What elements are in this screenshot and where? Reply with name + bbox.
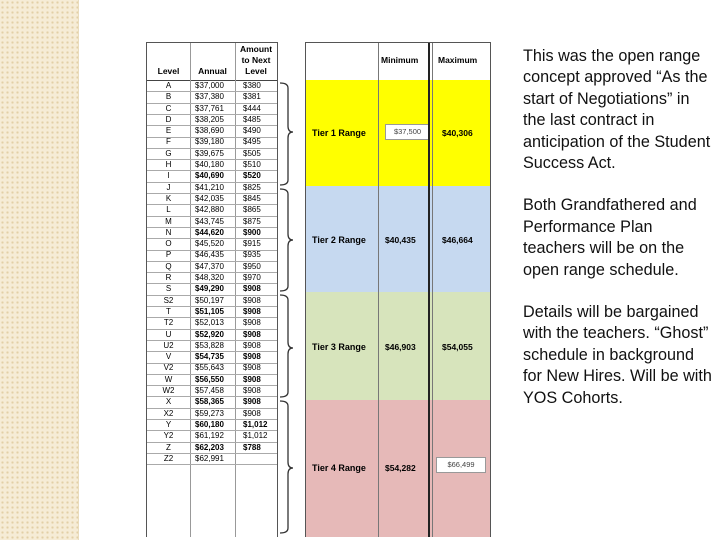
level-cell: F bbox=[166, 137, 171, 147]
tier-label: Tier 2 Range bbox=[312, 235, 366, 245]
salary-row bbox=[147, 385, 277, 396]
row-divider bbox=[147, 442, 277, 443]
amount-to-next-cell: $485 bbox=[243, 114, 261, 124]
level-header: Level bbox=[157, 66, 180, 76]
salary-row bbox=[147, 374, 277, 385]
annual-cell: $57,458 bbox=[195, 386, 224, 396]
amount-to-next-cell: $908 bbox=[243, 329, 261, 339]
note-open-range: This was the open range concept approved “As the start of Negotiations” in the last contract in anticipation of the Student Success Act. bbox=[523, 47, 711, 173]
annual-cell: $42,880 bbox=[195, 205, 224, 215]
decorative-sidebar bbox=[0, 0, 78, 540]
amount-to-next-cell: $380 bbox=[243, 81, 261, 90]
level-cell: Y bbox=[165, 419, 172, 429]
level-cell: Q bbox=[165, 261, 172, 271]
annual-cell: $58,365 bbox=[195, 397, 224, 407]
annual-cell: $53,828 bbox=[195, 340, 224, 350]
level-cell: R bbox=[165, 273, 172, 283]
level-cell: B bbox=[165, 92, 172, 102]
tier-3-maximum: $54,055 bbox=[442, 342, 473, 352]
level-cell: N bbox=[165, 227, 172, 237]
sidebar-edge bbox=[78, 0, 79, 540]
amount-to-next-cell: $444 bbox=[243, 103, 261, 113]
salary-row bbox=[147, 351, 277, 362]
amount-to-next-cell: $875 bbox=[243, 216, 261, 226]
annual-cell: $59,273 bbox=[195, 408, 224, 418]
amount-to-next-cell: $970 bbox=[243, 273, 261, 283]
row-divider bbox=[147, 430, 277, 431]
amount-to-next-cell: $1,012 bbox=[243, 419, 268, 429]
annual-cell: $62,991 bbox=[195, 453, 224, 463]
salary-row bbox=[147, 306, 277, 317]
row-divider bbox=[147, 204, 277, 205]
annual-cell: $52,920 bbox=[195, 329, 224, 339]
salary-row bbox=[147, 419, 277, 430]
tier-range-table bbox=[305, 42, 491, 537]
row-divider bbox=[147, 464, 277, 465]
salary-row bbox=[147, 125, 277, 136]
row-divider bbox=[147, 148, 277, 149]
level-cell: E bbox=[165, 126, 172, 136]
annual-cell: $61,192 bbox=[195, 431, 224, 441]
tier1-bracket bbox=[280, 83, 293, 185]
tier2-bracket bbox=[280, 189, 293, 291]
amount-to-next-cell: $381 bbox=[243, 92, 261, 102]
salary-row bbox=[147, 329, 277, 340]
annual-cell: $46,435 bbox=[195, 250, 224, 260]
salary-row bbox=[147, 216, 277, 227]
level-cell: I bbox=[167, 171, 170, 181]
salary-row bbox=[147, 91, 277, 102]
salary-row bbox=[147, 430, 277, 441]
amount-to-next-cell: $908 bbox=[243, 386, 261, 396]
row-divider bbox=[147, 306, 277, 307]
level-cell: U bbox=[165, 329, 172, 339]
row-divider bbox=[147, 159, 277, 160]
level-cell: Z bbox=[166, 442, 171, 452]
amount-to-next-cell: $865 bbox=[243, 205, 261, 215]
annual-cell: $49,290 bbox=[195, 284, 224, 294]
salary-row bbox=[147, 103, 277, 114]
row-divider bbox=[147, 385, 277, 386]
level-cell: S2 bbox=[163, 295, 174, 305]
annual-cell: $43,745 bbox=[195, 216, 224, 226]
tier-label: Tier 1 Range bbox=[312, 128, 366, 138]
salary-row bbox=[147, 295, 277, 306]
column-divider bbox=[378, 43, 379, 537]
salary-row bbox=[147, 362, 277, 373]
tier-3-minimum: $46,903 bbox=[385, 342, 416, 352]
note-details: Details will be bargained with the teachers. “Ghost” schedule in background for New Hires. Will be with YOS Cohorts. bbox=[523, 303, 712, 407]
next-header-line1: Amount bbox=[239, 44, 273, 54]
annual-cell: $41,210 bbox=[195, 182, 224, 192]
level-cell: C bbox=[165, 103, 172, 113]
annual-cell: $39,675 bbox=[195, 148, 224, 158]
salary-row bbox=[147, 340, 277, 351]
salary-row bbox=[147, 136, 277, 147]
row-divider bbox=[147, 419, 277, 420]
annual-header: Annual bbox=[198, 66, 227, 76]
tier4-bracket bbox=[280, 401, 293, 533]
column-divider bbox=[432, 43, 433, 537]
row-divider bbox=[147, 103, 277, 104]
amount-to-next-cell bbox=[235, 453, 277, 464]
tier-2-band bbox=[305, 186, 491, 292]
row-divider bbox=[147, 193, 277, 194]
amount-to-next-cell: $950 bbox=[243, 261, 261, 271]
annual-cell: $38,690 bbox=[195, 126, 224, 136]
salary-row bbox=[147, 442, 277, 453]
level-cell: P bbox=[165, 250, 172, 260]
level-cell: M bbox=[165, 216, 172, 226]
row-divider bbox=[147, 340, 277, 341]
tier-2-minimum: $40,435 bbox=[385, 235, 416, 245]
amount-to-next-cell: $908 bbox=[243, 397, 261, 407]
tier-label: Tier 3 Range bbox=[312, 342, 366, 352]
salary-row bbox=[147, 261, 277, 272]
amount-to-next-cell: $505 bbox=[243, 148, 261, 158]
salary-row bbox=[147, 182, 277, 193]
minimum-header: Minimum bbox=[381, 55, 419, 65]
level-cell: W2 bbox=[162, 386, 175, 396]
row-divider bbox=[147, 408, 277, 409]
salary-row bbox=[147, 170, 277, 181]
annual-cell: $48,320 bbox=[195, 273, 224, 283]
salary-row bbox=[147, 396, 277, 407]
annual-cell: $40,690 bbox=[195, 171, 224, 181]
salary-row bbox=[147, 317, 277, 328]
annual-cell: $37,000 bbox=[195, 81, 224, 90]
tier-2-maximum: $46,664 bbox=[442, 235, 473, 245]
row-divider bbox=[147, 170, 277, 171]
amount-to-next-cell: $495 bbox=[243, 137, 261, 147]
tier-table-header bbox=[305, 43, 491, 80]
salary-row bbox=[147, 227, 277, 238]
salary-row bbox=[147, 204, 277, 215]
level-cell: S bbox=[165, 284, 172, 294]
row-divider bbox=[147, 238, 277, 239]
row-divider bbox=[147, 295, 277, 296]
level-cell: O bbox=[165, 239, 172, 249]
notes-panel bbox=[523, 46, 715, 430]
salary-row bbox=[147, 148, 277, 159]
salary-row bbox=[147, 283, 277, 294]
tier-4-maximum: $66,499 bbox=[436, 457, 486, 473]
tier-4-band bbox=[305, 400, 491, 537]
annual-cell: $56,550 bbox=[195, 374, 224, 384]
row-divider bbox=[147, 114, 277, 115]
annual-cell: $37,380 bbox=[195, 92, 224, 102]
row-divider bbox=[147, 125, 277, 126]
row-divider bbox=[147, 374, 277, 375]
salary-row bbox=[147, 238, 277, 249]
row-divider bbox=[147, 317, 277, 318]
amount-to-next-cell: $915 bbox=[243, 239, 261, 249]
tier3-bracket bbox=[280, 295, 293, 397]
tier-brackets bbox=[278, 42, 300, 536]
amount-to-next-cell: $908 bbox=[243, 363, 261, 373]
annual-cell: $42,035 bbox=[195, 193, 224, 203]
row-divider bbox=[147, 137, 277, 138]
level-cell: D bbox=[165, 114, 172, 124]
annual-cell: $54,735 bbox=[195, 352, 224, 362]
annual-cell: $40,180 bbox=[195, 160, 224, 170]
column-divider bbox=[305, 43, 306, 537]
amount-to-next-cell: $908 bbox=[243, 352, 261, 362]
amount-to-next-cell: $935 bbox=[243, 250, 261, 260]
salary-row bbox=[147, 80, 277, 91]
amount-to-next-cell: $908 bbox=[243, 318, 261, 328]
level-cell: K bbox=[165, 193, 172, 203]
amount-to-next-cell: $908 bbox=[243, 374, 261, 384]
level-cell: V bbox=[165, 352, 172, 362]
amount-to-next-cell: $845 bbox=[243, 193, 261, 203]
annual-cell: $50,197 bbox=[195, 295, 224, 305]
level-cell: G bbox=[165, 148, 172, 158]
row-divider bbox=[147, 272, 277, 273]
amount-to-next-cell: $520 bbox=[243, 171, 261, 181]
annual-cell: $52,013 bbox=[195, 318, 224, 328]
level-cell: L bbox=[166, 205, 171, 215]
tier-3-band bbox=[305, 292, 491, 400]
next-header-line2: to Next bbox=[241, 55, 271, 65]
salary-row bbox=[147, 272, 277, 283]
annual-cell: $55,643 bbox=[195, 363, 224, 373]
salary-row bbox=[147, 408, 277, 419]
row-divider bbox=[147, 396, 277, 397]
level-cell: T2 bbox=[163, 318, 174, 328]
salary-table-header bbox=[147, 43, 277, 80]
next-header-line3: Level bbox=[245, 66, 267, 76]
annual-cell: $60,180 bbox=[195, 419, 224, 429]
level-cell: J bbox=[166, 182, 171, 192]
level-cell: Y2 bbox=[163, 431, 174, 441]
level-cell: T bbox=[166, 306, 171, 316]
level-cell: X2 bbox=[163, 408, 174, 418]
amount-to-next-cell: $510 bbox=[243, 160, 261, 170]
column-divider bbox=[490, 43, 491, 537]
level-cell: X bbox=[165, 397, 172, 407]
amount-to-next-cell: $908 bbox=[243, 340, 261, 350]
tier-label: Tier 4 Range bbox=[312, 463, 366, 473]
row-divider bbox=[147, 91, 277, 92]
note-teachers: Both Grandfathered and Performance Plan teachers will be on the open range schedule. bbox=[523, 196, 697, 279]
row-divider bbox=[147, 363, 277, 364]
amount-to-next-cell: $908 bbox=[243, 295, 261, 305]
column-divider bbox=[428, 43, 430, 537]
row-divider bbox=[147, 283, 277, 284]
amount-to-next-cell: $908 bbox=[243, 306, 261, 316]
level-cell: Z2 bbox=[163, 453, 174, 463]
salary-row bbox=[147, 249, 277, 260]
annual-cell: $44,620 bbox=[195, 227, 224, 237]
row-divider bbox=[147, 261, 277, 262]
tier-4-minimum: $54,282 bbox=[385, 463, 416, 473]
level-cell: H bbox=[165, 160, 172, 170]
level-cell: V2 bbox=[163, 363, 174, 373]
row-divider bbox=[147, 227, 277, 228]
level-cell: W bbox=[164, 374, 173, 384]
salary-row bbox=[147, 159, 277, 170]
annual-cell: $51,105 bbox=[195, 306, 224, 316]
row-divider bbox=[147, 453, 277, 454]
annual-cell: $45,520 bbox=[195, 239, 224, 249]
annual-cell: $38,205 bbox=[195, 114, 224, 124]
annual-cell: $47,370 bbox=[195, 261, 224, 271]
amount-to-next-cell: $825 bbox=[243, 182, 261, 192]
row-divider bbox=[147, 329, 277, 330]
amount-to-next-cell: $1,012 bbox=[243, 431, 268, 441]
maximum-header: Maximum bbox=[438, 55, 478, 65]
annual-cell: $62,203 bbox=[195, 442, 224, 452]
tier-1-minimum: $37,500 bbox=[385, 124, 430, 140]
row-divider bbox=[147, 250, 277, 251]
amount-to-next-cell: $900 bbox=[243, 227, 261, 237]
row-divider bbox=[147, 351, 277, 352]
row-divider bbox=[147, 216, 277, 217]
salary-row bbox=[147, 114, 277, 125]
annual-cell: $37,761 bbox=[195, 103, 224, 113]
amount-to-next-cell: $908 bbox=[243, 408, 261, 418]
amount-to-next-cell: $490 bbox=[243, 126, 261, 136]
level-cell: U2 bbox=[163, 340, 174, 350]
annual-cell: $39,180 bbox=[195, 137, 224, 147]
amount-to-next-cell: $788 bbox=[243, 442, 261, 452]
salary-row bbox=[147, 193, 277, 204]
level-cell: A bbox=[165, 81, 172, 90]
amount-to-next-cell: $908 bbox=[243, 284, 261, 294]
amount-to-next-level-header bbox=[235, 44, 277, 77]
salary-schedule-table bbox=[146, 42, 278, 537]
tier-1-band bbox=[305, 80, 491, 186]
tier-1-maximum: $40,306 bbox=[442, 128, 473, 138]
row-divider bbox=[147, 182, 277, 183]
salary-row bbox=[147, 453, 277, 464]
